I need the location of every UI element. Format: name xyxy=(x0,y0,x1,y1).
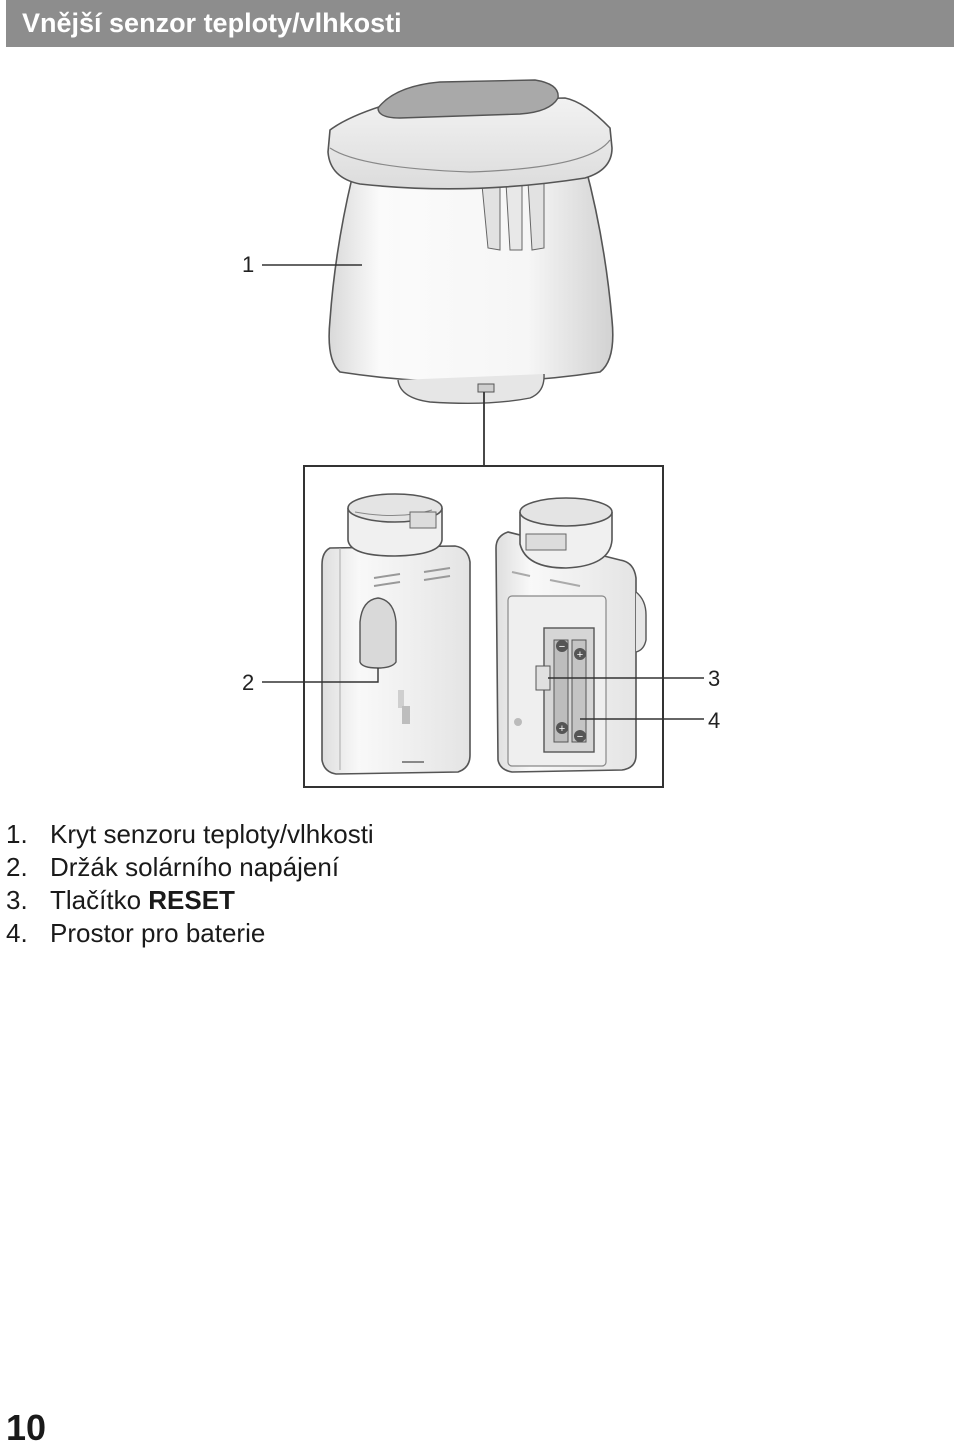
legend-number: 1. xyxy=(6,819,28,849)
legend-item xyxy=(6,884,374,917)
header-bar xyxy=(6,0,954,47)
sensor-cover xyxy=(328,80,613,403)
legend-text: Prostor pro baterie xyxy=(50,918,266,948)
legend-strong-text: RESET xyxy=(148,885,235,915)
callout-1: 1 xyxy=(242,252,255,277)
callout-4: 4 xyxy=(708,708,721,733)
callout-3: 3 xyxy=(708,666,721,691)
sensor-illustration xyxy=(0,60,960,800)
battery-minus-bottom: − xyxy=(576,731,584,743)
legend-number: 4. xyxy=(6,918,28,948)
legend-item xyxy=(6,818,374,851)
legend-text: Držák solárního napájení xyxy=(50,852,340,882)
legend-text: Kryt senzoru teploty/vlhkosti xyxy=(50,819,374,849)
page-number: 10 xyxy=(6,1407,47,1448)
battery-plus-top: + xyxy=(576,649,584,661)
sensor-figure xyxy=(0,60,960,805)
legend-text: Tlačítko xyxy=(50,885,149,915)
battery-plus-bottom: + xyxy=(558,723,566,735)
battery-minus-top: − xyxy=(558,641,566,653)
legend-item xyxy=(6,851,374,884)
legend-item xyxy=(6,917,374,950)
page-title: Vnější senzor teploty/vlhkosti xyxy=(22,8,402,38)
legend-number: 3. xyxy=(6,885,28,915)
legend-number: 2. xyxy=(6,852,28,882)
callout-2: 2 xyxy=(242,670,255,695)
parts-legend xyxy=(6,818,374,950)
